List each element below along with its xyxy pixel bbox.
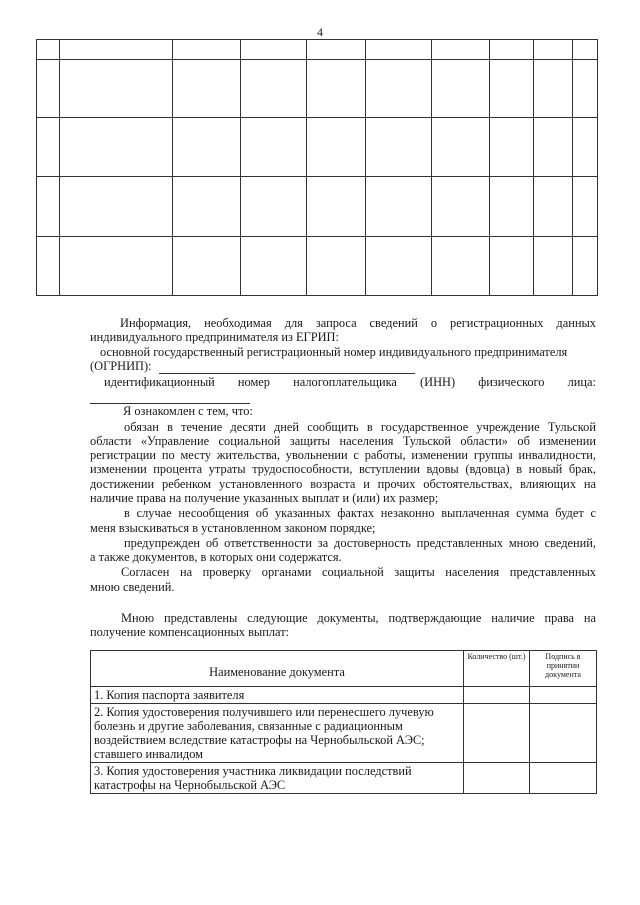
document-name-cell: 1. Копия паспорта заявителя xyxy=(91,687,464,704)
grid-cell[interactable] xyxy=(432,177,490,237)
grid-cell[interactable] xyxy=(241,118,307,177)
ack-p1-line: области «Управление социальной защиты населения Тульской области» об изменении xyxy=(90,434,596,448)
grid-cell[interactable] xyxy=(307,237,366,296)
table-row xyxy=(91,687,597,704)
header-quantity: Количество (шт.) xyxy=(464,651,530,687)
grid-cell[interactable] xyxy=(490,177,534,237)
grid-cell[interactable] xyxy=(307,118,366,177)
ack-p1-first: обязан в течение десяти дней сообщить в государственное учреждение Тульской xyxy=(124,420,596,434)
grid-cell[interactable] xyxy=(60,177,173,237)
grid-cell[interactable] xyxy=(573,60,598,118)
grid-cell[interactable] xyxy=(432,118,490,177)
ack-p2-last: меня взыскиваться в установленном законом порядке; xyxy=(90,521,376,535)
document-name-cell: 3. Копия удостоверения участника ликвидации последствий катастрофы на Чернобыльской АЭС xyxy=(91,763,464,794)
grid-cell[interactable] xyxy=(241,40,307,60)
quantity-cell[interactable] xyxy=(464,687,530,704)
grid-cell[interactable] xyxy=(432,40,490,60)
ack-p4-last: мною сведений. xyxy=(90,580,175,594)
grid-cell[interactable] xyxy=(60,60,173,118)
grid-cell[interactable] xyxy=(366,60,432,118)
grid-cell[interactable] xyxy=(534,60,573,118)
page-number: 4 xyxy=(317,25,323,39)
signature-cell[interactable] xyxy=(530,704,597,763)
docs-intro-continued: получение компенсационных выплат: xyxy=(90,625,290,639)
grid-cell[interactable] xyxy=(37,177,60,237)
grid-cell[interactable] xyxy=(534,237,573,296)
grid-cell[interactable] xyxy=(432,237,490,296)
inn-caption: идентификационный номер налогоплательщика (ИНН) физического лица: xyxy=(104,375,596,389)
grid-cell[interactable] xyxy=(490,40,534,60)
grid-cell[interactable] xyxy=(573,40,598,60)
ogrnip-input-line[interactable] xyxy=(159,359,415,374)
grid-cell[interactable] xyxy=(573,118,598,177)
header-signature: Подпись в принятии документа xyxy=(530,651,597,687)
grid-cell[interactable] xyxy=(241,177,307,237)
ack-intro: Я ознакомлен с тем, что: xyxy=(123,404,253,418)
grid-cell[interactable] xyxy=(173,177,241,237)
grid-cell[interactable] xyxy=(573,177,598,237)
grid-cell[interactable] xyxy=(366,118,432,177)
quantity-cell[interactable] xyxy=(464,704,530,763)
grid-cell[interactable] xyxy=(307,60,366,118)
grid-cell[interactable] xyxy=(60,118,173,177)
grid-cell[interactable] xyxy=(307,177,366,237)
header-document-name: Наименование документа xyxy=(91,651,464,687)
ack-p3-last: а также документов, в которых они содержатся. xyxy=(90,550,342,564)
grid-cell[interactable] xyxy=(366,40,432,60)
ack-p1-line: изменении процента утраты трудоспособности, вступлении вдовы (вдовца) в новый брак, xyxy=(90,462,596,476)
table-row xyxy=(91,763,597,794)
grid-cell[interactable] xyxy=(60,237,173,296)
grid-cell[interactable] xyxy=(366,237,432,296)
grid-cell[interactable] xyxy=(37,118,60,177)
grid-cell[interactable] xyxy=(490,60,534,118)
ack-p1-last: наличие права на получение указанных выплат и (или) их размер; xyxy=(90,491,439,505)
table-header-row xyxy=(91,651,597,687)
grid-cell[interactable] xyxy=(37,40,60,60)
grid-cell[interactable] xyxy=(432,60,490,118)
ack-p2-first: в случае несообщения об указанных фактах незаконно выплаченная сумма будет с xyxy=(124,506,596,520)
grid-cell[interactable] xyxy=(534,40,573,60)
grid-cell[interactable] xyxy=(534,118,573,177)
ogrnip-caption: основной государственный регистрационный номер индивидуального предпринимателя xyxy=(100,345,568,359)
quantity-cell[interactable] xyxy=(464,763,530,794)
info-title: Информация, необходимая для запроса сведений о регистрационных данных xyxy=(120,316,596,330)
ogrnip-row xyxy=(90,359,596,374)
ack-p3-first: предупрежден об ответственности за достоверность представленных мною сведений, xyxy=(124,536,596,550)
grid-cell[interactable] xyxy=(366,177,432,237)
grid-cell[interactable] xyxy=(534,177,573,237)
docs-intro: Мною представлены следующие документы, подтверждающие наличие права на xyxy=(121,611,596,625)
ack-p1-line: достижении ребенком установленного возраста и прочих обстоятельствах, влияющих на xyxy=(90,477,596,491)
signature-cell[interactable] xyxy=(530,687,597,704)
grid-cell[interactable] xyxy=(60,40,173,60)
inn-row xyxy=(90,389,596,404)
grid-cell[interactable] xyxy=(241,60,307,118)
ack-p1-line: регистрации по месту жительства, увольнении с работы, изменении группы инвалидности, xyxy=(90,448,596,462)
document-name-cell: 2. Копия удостоверения получившего или перенесшего лучевую болезнь и другие заболевания, связанные с радиационным воздействием вследствие катастрофы на Чернобыльской АЭС; ставшего инвалидом xyxy=(91,704,464,763)
grid-cell[interactable] xyxy=(241,237,307,296)
ogrnip-label: (ОГРНИП): xyxy=(90,359,152,373)
grid-cell[interactable] xyxy=(573,237,598,296)
grid-cell[interactable] xyxy=(490,118,534,177)
ack-p4-first: Согласен на проверку органами социальной защиты населения представленных xyxy=(121,565,596,579)
info-title-continued: индивидуального предпринимателя из ЕГРИП: xyxy=(90,330,339,344)
grid-cell[interactable] xyxy=(173,60,241,118)
blank-grid-table xyxy=(36,39,598,296)
grid-cell[interactable] xyxy=(490,237,534,296)
grid-cell[interactable] xyxy=(173,237,241,296)
inn-input-line[interactable] xyxy=(90,389,250,404)
grid-cell[interactable] xyxy=(37,237,60,296)
grid-cell[interactable] xyxy=(37,60,60,118)
grid-cell[interactable] xyxy=(173,118,241,177)
signature-cell[interactable] xyxy=(530,763,597,794)
table-row xyxy=(91,704,597,763)
grid-cell[interactable] xyxy=(307,40,366,60)
grid-cell[interactable] xyxy=(173,40,241,60)
documents-table xyxy=(90,650,597,794)
